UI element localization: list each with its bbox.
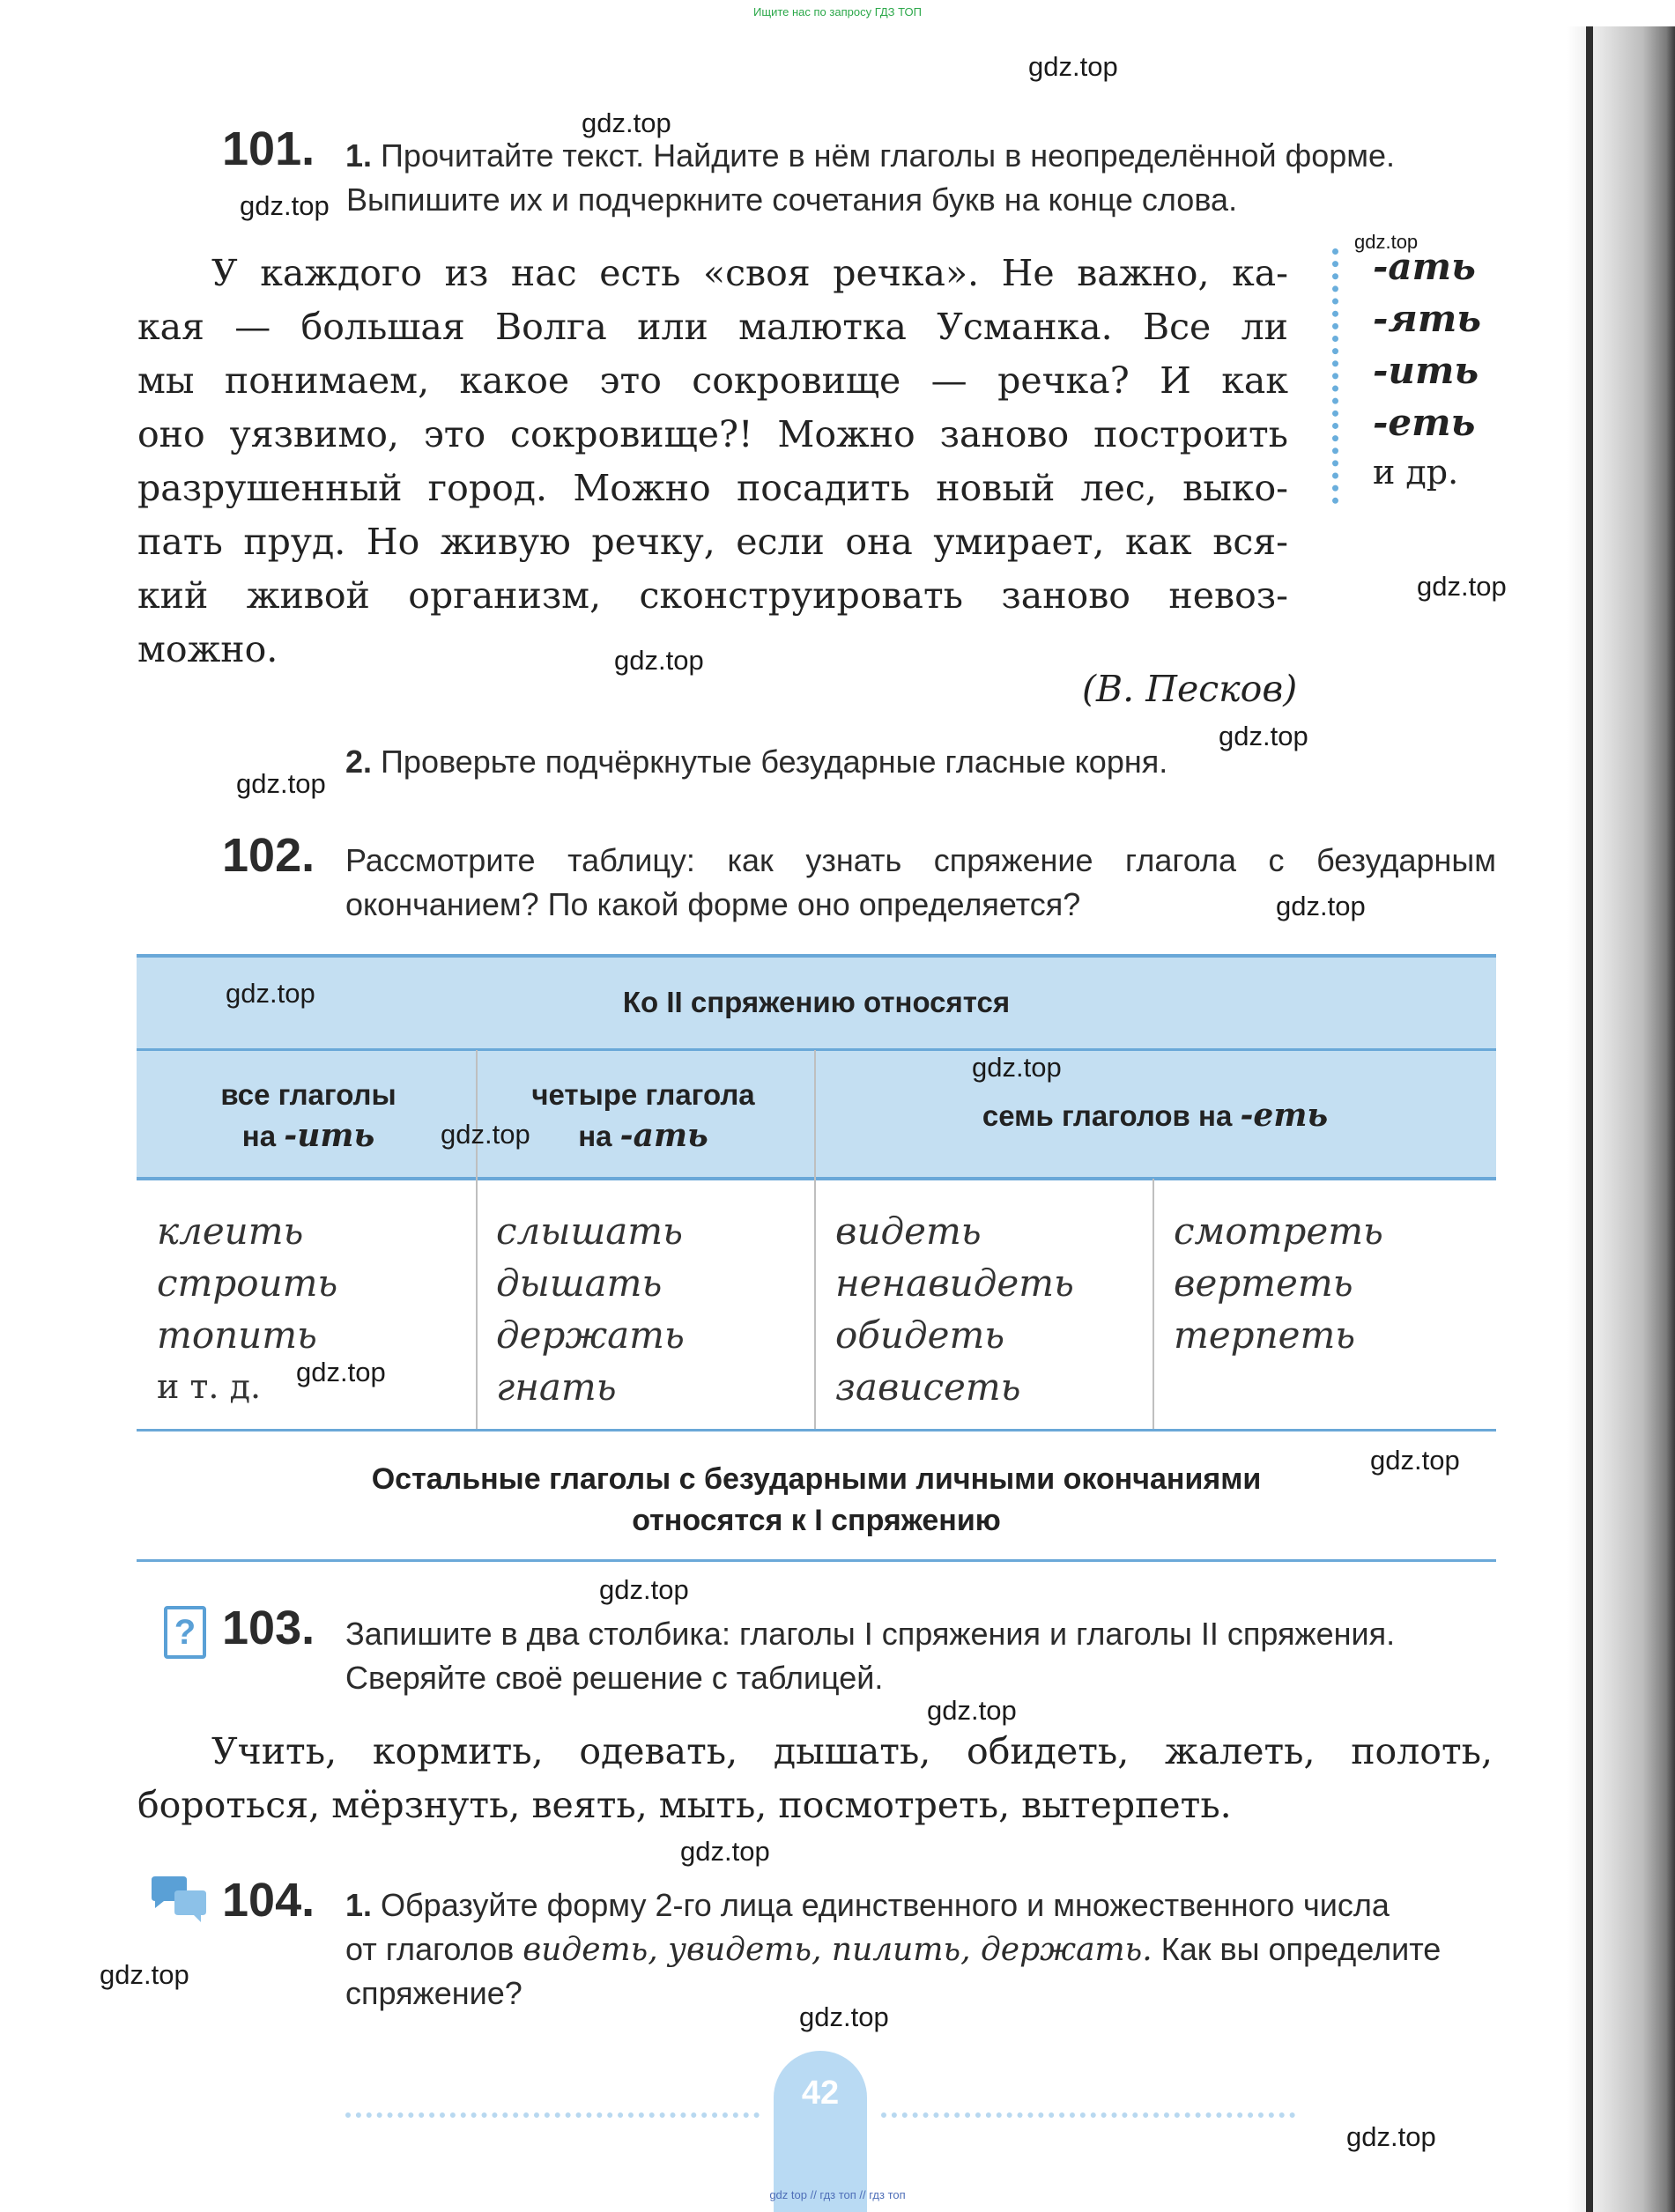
- exercise-102-line2: окончанием? По какой форме оно определяется?: [345, 886, 1081, 922]
- watermark: gdz.top: [240, 190, 330, 221]
- book-spine-shadow: [1567, 26, 1675, 2212]
- footer-line: Остальные глаголы с безударными личными окончаниями: [371, 1462, 1262, 1496]
- col4-cells: [1174, 1205, 1383, 1361]
- table-header-line: [137, 1177, 1496, 1180]
- header-line: четыре глагола: [531, 1078, 755, 1111]
- text-line: можно.: [137, 628, 278, 670]
- watermark: gdz.top: [1219, 721, 1308, 751]
- verb: строить: [157, 1261, 338, 1305]
- exercise-103-words-line1: Учить, кормить, одевать, дышать, обидеть, жалеть, полоть,: [211, 1730, 1493, 1772]
- col3-header: [814, 1095, 1496, 1136]
- author: (В. Песков): [1082, 668, 1298, 710]
- page-dotted-line-right: [881, 2112, 1295, 2118]
- question-icon: ?: [164, 1606, 206, 1659]
- table-top-line: [137, 954, 1496, 958]
- table-title-line: [137, 1048, 1496, 1051]
- verb: ненавидеть: [835, 1261, 1074, 1305]
- task-text: Как вы определите: [1160, 1931, 1442, 1967]
- watermark: gdz.top: [1028, 51, 1118, 82]
- header-ending: -ить: [284, 1117, 375, 1154]
- col1-header: [176, 1075, 441, 1157]
- verb: вертеть: [1174, 1261, 1353, 1305]
- header-line: все глаголы: [220, 1078, 397, 1111]
- watermark: gdz.top: [236, 768, 326, 799]
- ending: -ать: [1373, 245, 1476, 288]
- chat-icon: [148, 1875, 210, 1927]
- exercise-104-line2: [345, 1927, 1517, 1972]
- table-body-line: [137, 1429, 1496, 1432]
- verb: топить: [157, 1313, 317, 1357]
- col2-cells: [496, 1205, 685, 1413]
- watermark: gdz.top: [1346, 2121, 1436, 2152]
- watermark: gdz.top: [1276, 891, 1366, 921]
- watermark: gdz.top: [1417, 571, 1507, 602]
- verb: видеть: [835, 1210, 982, 1253]
- text-line: пать пруд. Но живую речку, если она умирает, как вся-: [137, 521, 1288, 563]
- verb: смотреть: [1174, 1210, 1383, 1253]
- header-word: на: [578, 1120, 612, 1152]
- column-divider: [1152, 1179, 1154, 1429]
- col3-cells: [835, 1205, 1074, 1413]
- verb: слышать: [496, 1210, 683, 1253]
- footer-line: относятся к I спряжению: [632, 1504, 1001, 1537]
- text-line: оно уязвимо, это сокровище?! Можно заново построить: [137, 413, 1288, 455]
- text-line: У каждого из нас есть «своя речка». Не важно, ка-: [211, 252, 1288, 294]
- watermark: gdz.top: [972, 1052, 1062, 1083]
- header-note: Ищите нас по запросу ГДЗ ТОП: [753, 5, 922, 18]
- ending: -еть: [1373, 401, 1476, 444]
- watermark: gdz.top: [226, 978, 315, 1009]
- exercise-103-line2: Сверяйте своё решение с таблицей.: [345, 1660, 884, 1696]
- header-word: на: [241, 1120, 277, 1152]
- exercise-101-task1-line1: [345, 134, 1517, 178]
- header-word: семь глаголов на: [982, 1099, 1233, 1132]
- header-line: [502, 1115, 784, 1157]
- exercise-101-task2: [345, 740, 1517, 784]
- watermark: gdz.top: [441, 1119, 530, 1150]
- text-line: мы понимаем, какое это сокровище — речка? И как: [137, 359, 1288, 402]
- watermark: gdz.top: [582, 107, 671, 138]
- verb: терпеть: [1174, 1313, 1356, 1357]
- exercise-102-number: 102.: [222, 829, 315, 882]
- book-spine-edge: [1586, 26, 1593, 2212]
- ending: -ить: [1373, 349, 1479, 392]
- page-dotted-line-left: [345, 2112, 760, 2118]
- exercise-101-task1-line2: Выпишите их и подчеркните сочетания букв на конце слова.: [346, 181, 1238, 218]
- verb: держать: [496, 1313, 685, 1357]
- exercise-103-words-line2: бороться, мёрзнуть, веять, мыть, посмотреть, вытерпеть.: [137, 1784, 1232, 1826]
- verb: зависеть: [835, 1365, 1021, 1409]
- watermark: gdz.top: [680, 1836, 770, 1867]
- ending: -ять: [1373, 297, 1482, 340]
- header-ending: -еть: [1240, 1097, 1329, 1134]
- watermark: gdz.top: [614, 645, 704, 676]
- task-text: от глаголов: [345, 1931, 515, 1967]
- task-number: 1.: [345, 137, 373, 174]
- exercise-101-number: 101.: [222, 122, 315, 175]
- watermark: gdz.top: [599, 1574, 689, 1605]
- exercise-104-number: 104.: [222, 1874, 315, 1927]
- exercise-103-number: 103.: [222, 1602, 315, 1654]
- table-title: Ко II спряжению относятся: [622, 986, 1011, 1018]
- table-footer: [137, 1459, 1496, 1542]
- task-text: Образуйте форму 2-го лица единственного и множественного числа: [381, 1887, 1390, 1923]
- task-text: Прочитайте текст. Найдите в нём глаголы в неопределённой форме.: [381, 137, 1396, 174]
- verb: обидеть: [835, 1313, 1005, 1357]
- task-verbs: видеть, увидеть, пилить, держать.: [523, 1932, 1152, 1968]
- watermark: gdz.top: [1370, 1445, 1460, 1476]
- col2-header: [502, 1075, 784, 1157]
- exercise-104-line3: спряжение?: [345, 1975, 523, 2011]
- exercise-104-line1: [345, 1883, 1517, 1927]
- verb: клеить: [157, 1210, 304, 1253]
- task-text: Проверьте подчёркнутые безударные гласные корня.: [381, 743, 1168, 780]
- watermark: gdz.top: [927, 1695, 1017, 1726]
- watermark: gdz.top: [1354, 231, 1419, 253]
- exercise-102-line1: Рассмотрите таблицу: как узнать спряжение глагола с безударным: [345, 842, 1496, 878]
- header-line: [176, 1115, 441, 1157]
- verb: дышать: [496, 1261, 663, 1305]
- text-line: кая — большая Волга или малютка Усманка. Все ли: [137, 306, 1288, 348]
- table-bottom-line: [137, 1559, 1496, 1562]
- verb-etc: и т. д.: [157, 1367, 262, 1406]
- column-divider: [476, 1050, 478, 1429]
- watermark: gdz.top: [296, 1357, 386, 1387]
- header-ending: -ать: [619, 1117, 708, 1154]
- verb: гнать: [496, 1365, 617, 1409]
- watermark: gdz.top: [100, 1959, 189, 1990]
- endings-dotted-line: [1332, 248, 1338, 504]
- watermark: gdz.top: [799, 2001, 889, 2032]
- task-number: 1.: [345, 1887, 373, 1923]
- footer-note: gdz top // гдз топ // гдз топ: [769, 2188, 906, 2201]
- ending-etc: и др.: [1373, 453, 1459, 492]
- exercise-103-line1: Запишите в два столбика: глаголы I спряжения и глаголы II спряжения.: [345, 1616, 1396, 1652]
- task-number: 2.: [345, 743, 373, 780]
- text-line: разрушенный город. Можно посадить новый лес, выко-: [137, 467, 1288, 509]
- page-number: 42: [801, 2075, 840, 2112]
- text-line: кий живой организм, сконструировать заново невоз-: [137, 574, 1288, 617]
